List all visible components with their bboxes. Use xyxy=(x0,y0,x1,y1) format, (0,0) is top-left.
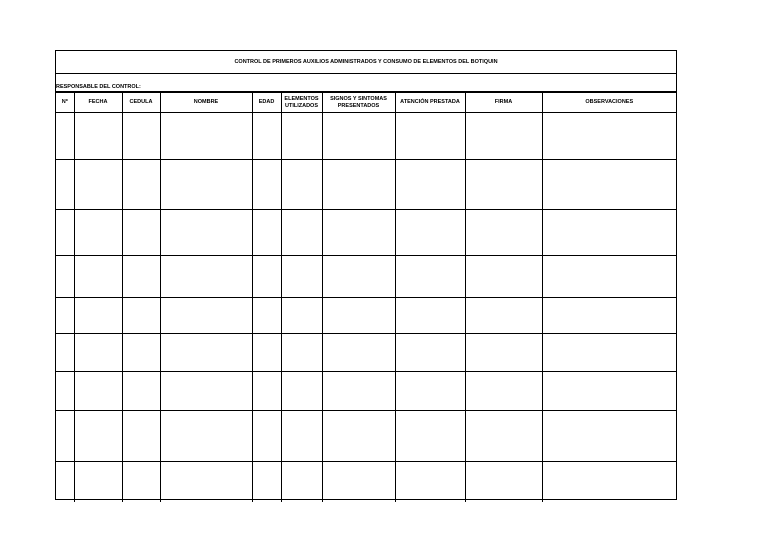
responsible-row xyxy=(56,74,676,92)
table-cell xyxy=(465,372,542,411)
table-cell xyxy=(160,113,252,160)
table-cell xyxy=(465,160,542,210)
table-cell xyxy=(322,160,395,210)
table-cell xyxy=(542,411,676,462)
table-row xyxy=(56,256,676,298)
table-cell xyxy=(252,298,281,334)
table-cell xyxy=(395,160,465,210)
table-cell xyxy=(122,160,160,210)
table-cell xyxy=(160,210,252,256)
table-row xyxy=(56,160,676,210)
table-cell xyxy=(395,411,465,462)
table-cell xyxy=(252,256,281,298)
table-cell xyxy=(252,113,281,160)
table-row xyxy=(56,411,676,462)
table-row xyxy=(56,462,676,502)
table-cell xyxy=(395,334,465,372)
table-cell xyxy=(465,210,542,256)
table-cell xyxy=(465,113,542,160)
column-header-signature: FIRMA xyxy=(465,93,542,113)
table-cell xyxy=(281,256,322,298)
table-cell xyxy=(74,334,122,372)
table-cell xyxy=(465,256,542,298)
table-cell xyxy=(395,210,465,256)
table-cell xyxy=(74,113,122,160)
table-cell xyxy=(122,334,160,372)
table-cell xyxy=(322,256,395,298)
table-cell xyxy=(252,462,281,502)
column-header-number: Nº xyxy=(56,93,74,113)
table-cell xyxy=(74,372,122,411)
table-cell xyxy=(322,298,395,334)
column-header-date: FECHA xyxy=(74,93,122,113)
table-row xyxy=(56,372,676,411)
table-row xyxy=(56,298,676,334)
column-header-name: NOMBRE xyxy=(160,93,252,113)
table-cell xyxy=(465,462,542,502)
table-cell xyxy=(395,372,465,411)
table-cell xyxy=(56,160,74,210)
table-cell xyxy=(74,462,122,502)
column-header-age: EDAD xyxy=(252,93,281,113)
table-cell xyxy=(252,372,281,411)
table-cell xyxy=(281,372,322,411)
table-cell xyxy=(252,210,281,256)
table-cell xyxy=(160,298,252,334)
table-cell xyxy=(74,298,122,334)
table-cell xyxy=(122,411,160,462)
table-cell xyxy=(160,334,252,372)
table-cell xyxy=(160,160,252,210)
table-cell xyxy=(395,462,465,502)
table-cell xyxy=(322,113,395,160)
table-cell xyxy=(281,411,322,462)
table-cell xyxy=(542,210,676,256)
table-cell xyxy=(74,256,122,298)
table-cell xyxy=(122,210,160,256)
table-cell xyxy=(542,334,676,372)
column-header-care-provided: ATENCIÓN PRESTADA xyxy=(395,93,465,113)
table-cell xyxy=(395,113,465,160)
table-cell xyxy=(74,210,122,256)
table-cell xyxy=(281,113,322,160)
table-cell xyxy=(56,113,74,160)
table-cell xyxy=(252,411,281,462)
column-header-id: CEDULA xyxy=(122,93,160,113)
table-cell xyxy=(281,298,322,334)
table-cell xyxy=(160,411,252,462)
table-cell xyxy=(160,462,252,502)
table-cell xyxy=(252,160,281,210)
table-cell xyxy=(465,334,542,372)
responsible-label: RESPONSABLE DEL CONTROL: xyxy=(56,84,141,90)
first-aid-log-table xyxy=(56,92,676,502)
table-cell xyxy=(542,462,676,502)
table-cell xyxy=(281,334,322,372)
table-cell xyxy=(56,372,74,411)
table-cell xyxy=(56,256,74,298)
table-cell xyxy=(281,462,322,502)
table-cell xyxy=(56,334,74,372)
table-cell xyxy=(542,372,676,411)
table-cell xyxy=(542,160,676,210)
table-cell xyxy=(465,298,542,334)
header-row xyxy=(56,93,676,113)
table-cell xyxy=(56,462,74,502)
table-cell xyxy=(322,462,395,502)
column-header-observations: OBSERVACIONES xyxy=(542,93,676,113)
table-cell xyxy=(160,372,252,411)
table-cell xyxy=(122,462,160,502)
table-cell xyxy=(74,160,122,210)
table-cell xyxy=(322,210,395,256)
table-row xyxy=(56,210,676,256)
table-cell xyxy=(56,210,74,256)
table-cell xyxy=(122,113,160,160)
column-header-elements-used: ELEMENTOS UTILIZADOS xyxy=(281,93,322,113)
table-cell xyxy=(74,411,122,462)
table-cell xyxy=(322,334,395,372)
table-cell xyxy=(122,298,160,334)
table-cell xyxy=(56,411,74,462)
table-cell xyxy=(322,372,395,411)
first-aid-control-form xyxy=(55,50,677,500)
table-cell xyxy=(281,210,322,256)
table-row xyxy=(56,334,676,372)
table-row xyxy=(56,113,676,160)
table-body xyxy=(56,113,676,502)
table-cell xyxy=(122,256,160,298)
table-cell xyxy=(322,411,395,462)
table-cell xyxy=(395,256,465,298)
table-cell xyxy=(465,411,542,462)
table-cell xyxy=(542,113,676,160)
table-cell xyxy=(56,298,74,334)
table-cell xyxy=(395,298,465,334)
table-cell xyxy=(160,256,252,298)
form-title: CONTROL DE PRIMEROS AUXILIOS ADMINISTRADOS Y CONSUMO DE ELEMENTOS DEL BOTIQUIN xyxy=(56,51,676,74)
table-cell xyxy=(122,372,160,411)
table-cell xyxy=(252,334,281,372)
table-cell xyxy=(281,160,322,210)
table-cell xyxy=(542,298,676,334)
table-cell xyxy=(542,256,676,298)
column-header-signs-symptoms: SIGNOS Y SINTOMAS PRESENTADOS xyxy=(322,93,395,113)
